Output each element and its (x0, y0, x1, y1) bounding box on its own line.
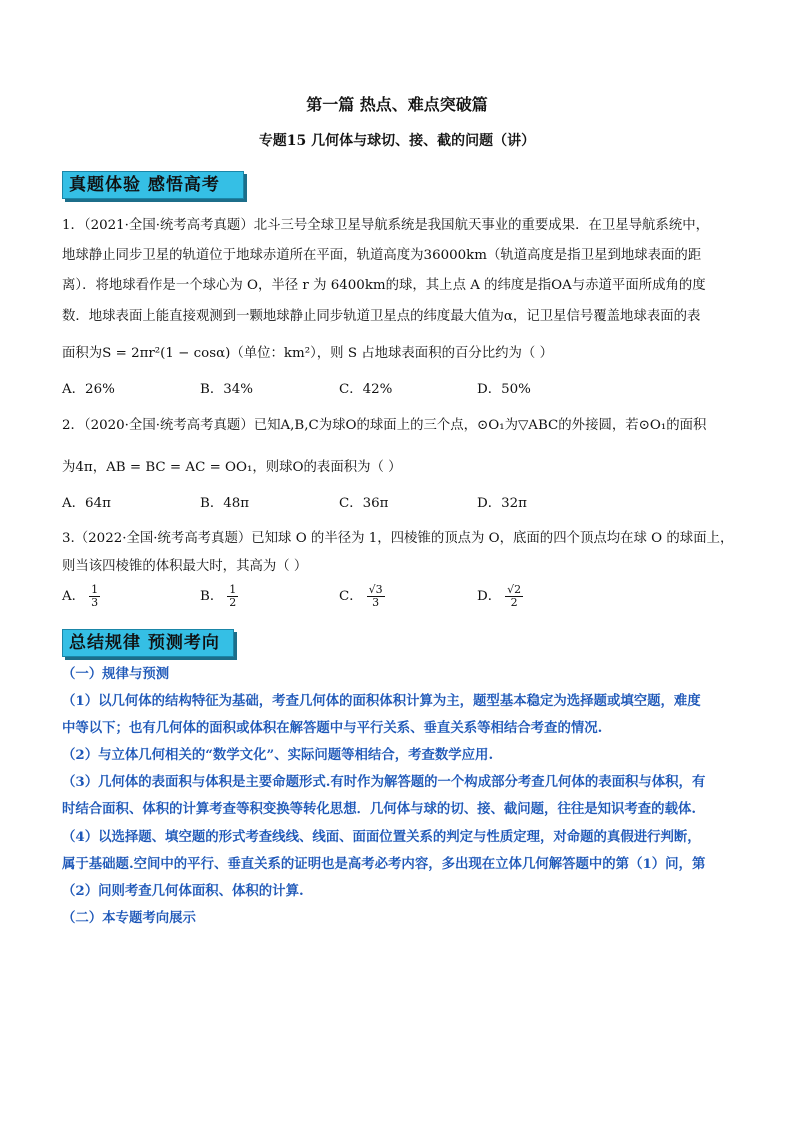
fraction-numerator: 1 (91, 583, 99, 596)
q3-option-a-fraction (89, 584, 100, 609)
q3-line-2: 则当该四棱锥的体积最大时，其高为（ ） (62, 559, 308, 574)
fraction-denominator: 3 (372, 596, 380, 609)
fraction-numerator: √2 (507, 583, 522, 596)
q3-option-d (477, 584, 523, 609)
q3-option-a (62, 584, 100, 609)
fraction-denominator: 2 (510, 596, 518, 609)
summary-point-3a: （3）几何体的表面积与体积是主要命题形式.有时作为解答题的一个构成部分考查几何体的表面积与体积，有 (62, 774, 706, 790)
fraction-denominator: 3 (91, 596, 99, 609)
q3-option-d-fraction (505, 584, 523, 609)
q3-option-c (339, 584, 385, 609)
q2-option-d: D．32π (477, 496, 527, 511)
q1-line-3: 离）．将地球看作是一个球心为 O，半径 r 为 6400km的球，其上点 A 的纬度是指OA与赤道平面所成角的度 (62, 278, 706, 293)
q1-options (62, 378, 742, 402)
summary-heading-1: （一）规律与预测 (62, 666, 170, 682)
summary-heading-2: （二）本专题考向展示 (62, 910, 196, 926)
section-banner-summary: 总结规律 预测考向 (62, 629, 234, 657)
summary-point-4c: （2）问则考查几何体面积、体积的计算. (62, 883, 304, 899)
q3-option-c-label: C． (339, 589, 363, 604)
q3-option-a-label: A． (62, 589, 86, 604)
fraction-numerator: 1 (229, 583, 237, 596)
q1-line-2: 地球静止同步卫星的轨道位于地球赤道所在平面，轨道高度为36000km（轨道高度是指卫星到地球表面的距 (62, 248, 702, 263)
q2-option-b: B．48π (200, 496, 250, 511)
summary-point-1b: 中等以下；也有几何体的面积或体积在解答题中与平行关系、垂直关系等相结合考查的情况. (62, 720, 603, 736)
q2-line-1: 2．（2020·全国·统考高考真题）已知A,B,C为球O的球面上的三个点，⊙O₁为▽ABC的外接圆，若⊙O₁的面积 (62, 418, 707, 433)
q1-line-1: 1．（2021·全国·统考高考真题）北斗三号全球卫星导航系统是我国航天事业的重要成果．在卫星导航系统中， (62, 218, 709, 233)
q1-option-d: D．50% (477, 382, 531, 397)
q1-option-c: C．42% (339, 382, 393, 397)
fraction-denominator: 2 (229, 596, 237, 609)
q3-line-1: 3.（2022·全国·统考高考真题）已知球 O 的半径为 1，四棱锥的顶点为 O，底面的四个顶点均在球 O 的球面上， (62, 531, 734, 546)
q3-option-b-label: B． (200, 589, 224, 604)
q1-line-5: 面积为S = 2πr²(1 − cosα)（单位：km²），则 S 占地球表面积的百分比约为（ ） (62, 346, 553, 361)
page-title: 第一篇 热点、难点突破篇 (306, 95, 488, 114)
q3-option-b (200, 584, 238, 609)
summary-point-3b: 时结合面积、体积的计算考查等积变换等转化思想．几何体与球的切、接、截问题，往往是知识考查的载体. (62, 801, 697, 817)
q3-option-d-label: D． (477, 589, 502, 604)
fraction-numerator: √3 (368, 583, 383, 596)
q3-option-b-fraction (227, 584, 238, 609)
q2-options (62, 492, 742, 516)
page-subtitle: 专题15 几何体与球切、接、截的问题（讲） (258, 133, 536, 149)
q2-option-a: A．64π (62, 496, 111, 511)
q3-options (62, 584, 742, 618)
summary-point-4b: 属于基础题.空间中的平行、垂直关系的证明也是高考必考内容，多出现在立体几何解答题中的第（1）问，第 (62, 856, 706, 872)
q2-option-c: C．36π (339, 496, 389, 511)
summary-point-2: （2）与立体几何相关的“数学文化”、实际问题等相结合，考查数学应用. (62, 747, 494, 763)
q1-option-b: B．34% (200, 382, 253, 397)
q2-line-2: 为4π，AB = BC = AC = OO₁，则球O的表面积为（ ） (62, 460, 402, 475)
q1-option-a: A．26% (62, 382, 115, 397)
q3-option-c-fraction (367, 584, 385, 609)
section-banner-real-exam: 真题体验 感悟高考 (62, 171, 244, 199)
q1-line-4: 数．地球表面上能直接观测到一颗地球静止同步轨道卫星点的纬度最大值为α，记卫星信号覆盖地球表面的表 (62, 309, 701, 324)
summary-point-1a: （1）以几何体的结构特征为基础，考查几何体的面积体积计算为主，题型基本稳定为选择题或填空题，难度 (62, 693, 701, 709)
summary-point-4a: （4）以选择题、填空题的形式考查线线、线面、面面位置关系的判定与性质定理，对命题的真假进行判断， (62, 829, 701, 845)
